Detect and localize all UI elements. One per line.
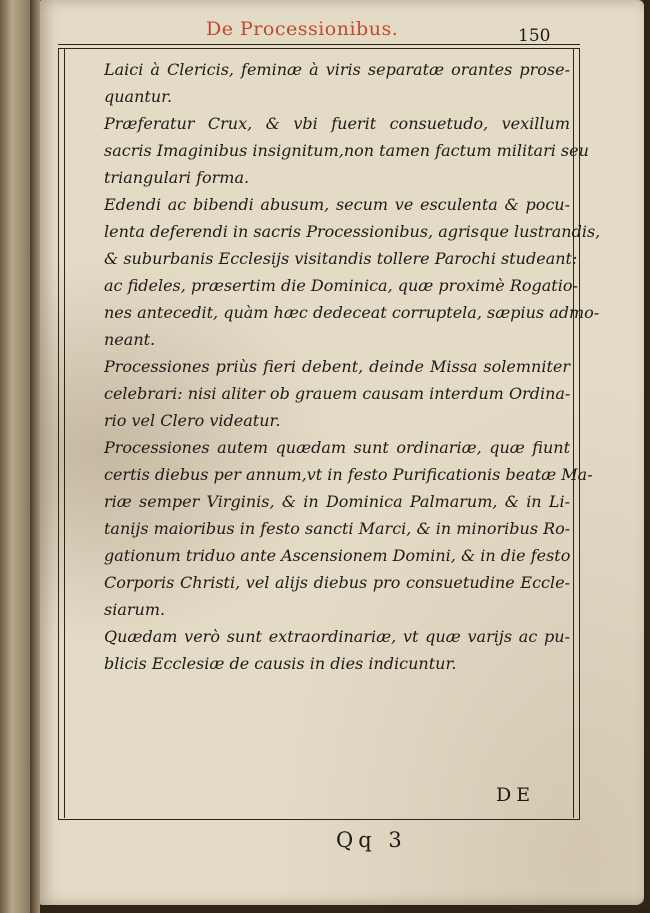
text-line: sacris Imaginibus insignitum,non tamen factum militari seu bbox=[104, 141, 589, 160]
page-right-edge bbox=[644, 0, 650, 913]
text-line: nes antecedit, quàm hæc dedeceat corruptela, sæpius admo- bbox=[104, 303, 600, 322]
text-line: Edendi ac bibendi abusum, secum ve esculenta & pocu- bbox=[104, 195, 570, 214]
text-line: blicis Ecclesiæ de causis in dies indicuntur. bbox=[104, 654, 457, 673]
text-block bbox=[70, 56, 601, 677]
text-line: Processiones priùs fieri debent, deinde Missa solemniter bbox=[104, 357, 570, 376]
paragraph-2 bbox=[70, 110, 589, 191]
paragraph-6 bbox=[70, 623, 570, 677]
text-line: lenta deferendi in sacris Processionibus, agrisque lustrandis, bbox=[104, 222, 601, 241]
signature-mark: Qq 3 bbox=[336, 828, 407, 852]
text-line: Laici à Clericis, feminæ à viris separatæ orantes prose- bbox=[104, 60, 570, 79]
text-line: & suburbanis Ecclesijs visitandis tollere Parochi studeant: bbox=[104, 249, 578, 268]
text-line: ac fideles, præsertim die Dominica, quæ proximè Rogatio- bbox=[104, 276, 578, 295]
page-bottom-edge bbox=[40, 905, 650, 913]
text-line: Quædam verò sunt extraordinariæ, vt quæ varijs ac pu- bbox=[104, 627, 570, 646]
text-line: gationum triduo ante Ascensionem Domini, & in die festo bbox=[104, 546, 571, 565]
text-line: celebrari: nisi aliter ob grauem causam interdum Ordina- bbox=[104, 384, 571, 403]
header-rule bbox=[58, 44, 580, 45]
text-line: rio vel Clero videatur. bbox=[104, 411, 281, 430]
text-line: neant. bbox=[104, 330, 156, 349]
paragraph-5 bbox=[70, 434, 593, 623]
text-line: Corporis Christi, vel alijs diebus pro consuetudine Eccle- bbox=[104, 573, 570, 592]
text-line: quantur. bbox=[104, 87, 173, 106]
text-line: tanijs maioribus in festo sancti Marci, & in minoribus Ro- bbox=[104, 519, 571, 538]
text-line: siarum. bbox=[104, 600, 166, 619]
text-line: certis diebus per annum,vt in festo Purificationis beatæ Ma- bbox=[104, 465, 593, 484]
text-line: triangulari forma. bbox=[104, 168, 250, 187]
catchword: DE bbox=[496, 784, 536, 806]
text-line: Præferatur Crux, & vbi fuerit consuetudo, vexillum bbox=[104, 114, 570, 133]
text-line: riæ semper Virginis, & in Dominica Palmarum, & in Li- bbox=[104, 492, 570, 511]
paragraph-1 bbox=[70, 56, 570, 110]
text-line: Processiones autem quædam sunt ordinariæ, quæ fiunt bbox=[104, 438, 570, 457]
running-title: De Processionibus. bbox=[206, 18, 399, 40]
paragraph-3 bbox=[70, 191, 601, 353]
paragraph-4 bbox=[70, 353, 570, 434]
facing-page-edge bbox=[0, 0, 30, 913]
book-gutter bbox=[30, 0, 40, 913]
page-number: 150 bbox=[518, 26, 551, 46]
